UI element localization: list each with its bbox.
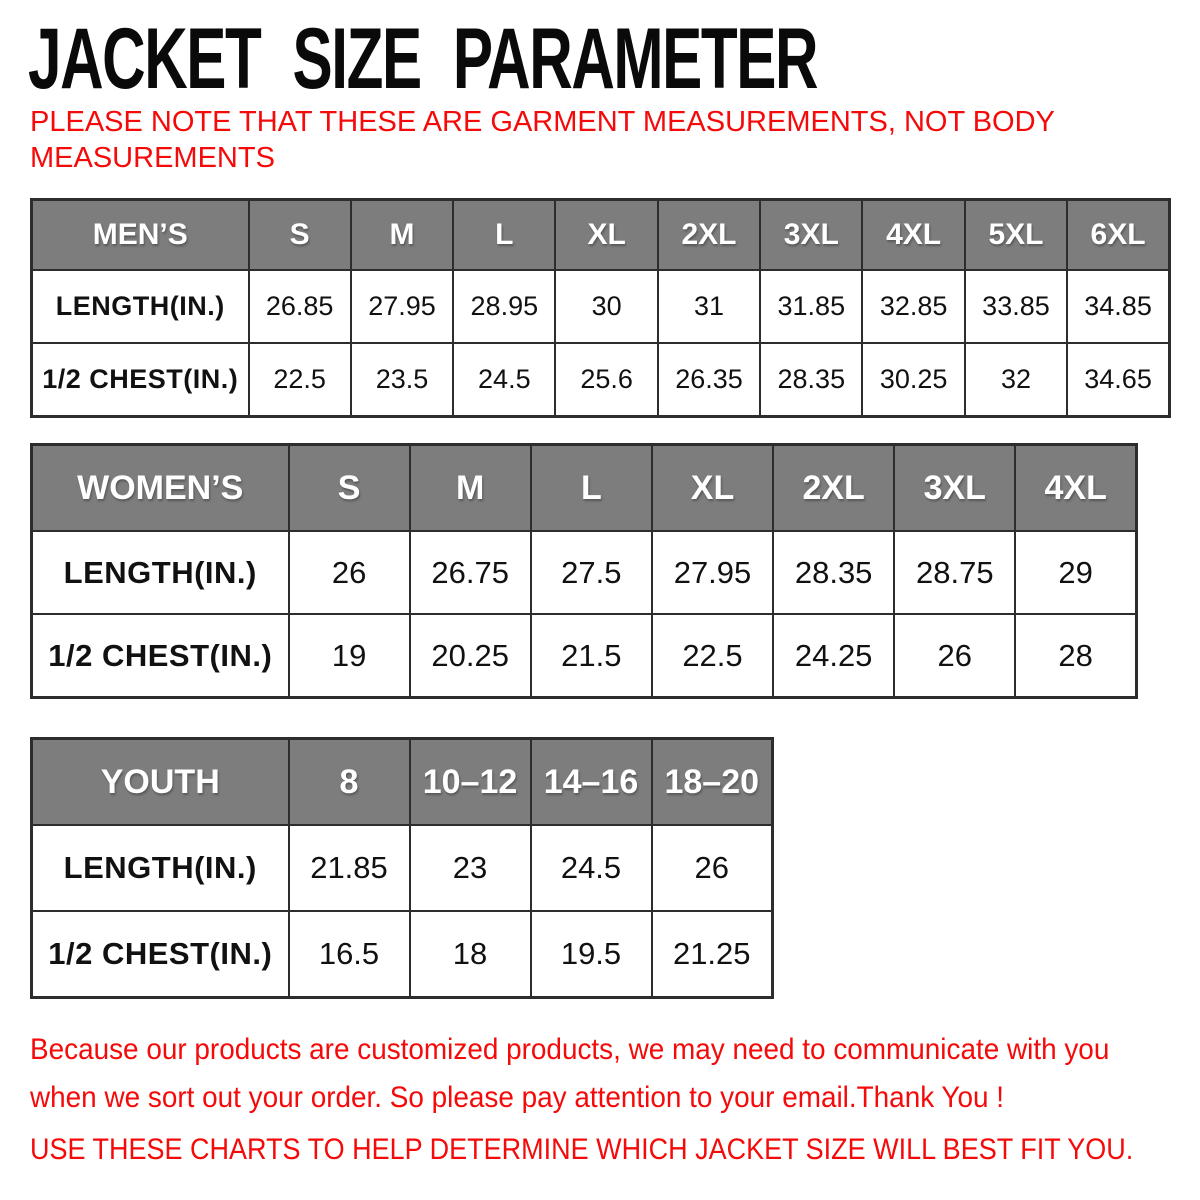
womens-group-header-cell: WOMEN’S <box>32 445 289 532</box>
womens-size-header-cell: 2XL <box>773 445 894 532</box>
size-value-cell: 26.75 <box>410 531 531 614</box>
youth-header-row <box>32 739 773 826</box>
chart-usage-note: USE THESE CHARTS TO HELP DETERMINE WHICH JACKET SIZE WILL BEST FIT YOU. <box>30 1133 1134 1166</box>
mens-size-header-cell: 6XL <box>1067 200 1169 271</box>
size-value-cell: 22.5 <box>652 614 773 698</box>
note-line-1: PLEASE NOTE THAT THESE ARE GARMENT MEASUREMENTS, NOT BODY <box>30 106 1055 138</box>
size-value-cell: 28.35 <box>773 531 894 614</box>
size-value-cell: 20.25 <box>410 614 531 698</box>
womens-size-header-cell: 4XL <box>1015 445 1136 532</box>
size-value-cell: 16.5 <box>289 911 410 998</box>
size-value-cell: 24.5 <box>531 825 652 911</box>
size-value-cell: 29 <box>1015 531 1136 614</box>
size-value-cell: 28.75 <box>894 531 1015 614</box>
mens-size-header-cell: XL <box>555 200 657 271</box>
mens-size-table <box>30 198 1171 418</box>
mens-size-header-cell: L <box>453 200 555 271</box>
mens-size-header-cell: S <box>249 200 351 271</box>
mens-size-header-cell: 5XL <box>965 200 1067 271</box>
customization-note-line-1: Because our products are customized products, we may need to communicate with you <box>30 1033 1110 1066</box>
mens-size-header-cell: 4XL <box>862 200 964 271</box>
mens-table-row <box>32 343 1170 417</box>
size-value-cell: 26.35 <box>658 343 760 417</box>
womens-size-table <box>30 443 1138 699</box>
size-value-cell: 26 <box>289 531 410 614</box>
youth-table-row <box>32 825 773 911</box>
size-value-cell: 34.85 <box>1067 270 1169 343</box>
size-value-cell: 34.65 <box>1067 343 1169 417</box>
womens-size-header-cell: XL <box>652 445 773 532</box>
mens-group-header-cell: MEN’S <box>32 200 249 271</box>
footer-notes <box>30 1026 1200 1172</box>
mens-size-header-cell: 3XL <box>760 200 862 271</box>
mens-table-row <box>32 270 1170 343</box>
size-value-cell: 22.5 <box>249 343 351 417</box>
size-value-cell: 26 <box>652 825 773 911</box>
youth-size-header-cell: 10–12 <box>410 739 531 826</box>
size-value-cell: 19.5 <box>531 911 652 998</box>
customization-note-line-2: when we sort out your order. So please pay attention to your email.Thank You ! <box>30 1081 1005 1114</box>
row-label-cell: 1/2 CHEST(IN.) <box>32 614 289 698</box>
youth-size-header-cell: 14–16 <box>531 739 652 826</box>
mens-header-row <box>32 200 1170 271</box>
size-value-cell: 28 <box>1015 614 1136 698</box>
womens-header-row <box>32 445 1137 532</box>
youth-table-row <box>32 911 773 998</box>
mens-size-header-cell: M <box>351 200 453 271</box>
size-value-cell: 28.95 <box>453 270 555 343</box>
row-label-cell: LENGTH(IN.) <box>32 531 289 614</box>
row-label-cell: 1/2 CHEST(IN.) <box>32 343 249 417</box>
size-value-cell: 26.85 <box>249 270 351 343</box>
row-label-cell: LENGTH(IN.) <box>32 825 289 911</box>
size-value-cell: 27.95 <box>652 531 773 614</box>
size-value-cell: 30.25 <box>862 343 964 417</box>
womens-table-row <box>32 614 1137 698</box>
size-value-cell: 24.25 <box>773 614 894 698</box>
garment-measurement-note <box>30 104 1055 176</box>
size-value-cell: 30 <box>555 270 657 343</box>
size-value-cell: 25.6 <box>555 343 657 417</box>
womens-size-header-cell: M <box>410 445 531 532</box>
size-value-cell: 21.25 <box>652 911 773 998</box>
page-title: JACKET SIZE PARAMETER <box>28 11 818 107</box>
size-value-cell: 21.5 <box>531 614 652 698</box>
womens-size-header-cell: 3XL <box>894 445 1015 532</box>
size-value-cell: 23.5 <box>351 343 453 417</box>
size-value-cell: 32.85 <box>862 270 964 343</box>
size-value-cell: 31.85 <box>760 270 862 343</box>
size-value-cell: 32 <box>965 343 1067 417</box>
size-value-cell: 24.5 <box>453 343 555 417</box>
size-value-cell: 18 <box>410 911 531 998</box>
note-line-2: MEASUREMENTS <box>30 142 275 174</box>
size-value-cell: 21.85 <box>289 825 410 911</box>
size-value-cell: 26 <box>894 614 1015 698</box>
size-value-cell: 23 <box>410 825 531 911</box>
size-value-cell: 27.5 <box>531 531 652 614</box>
womens-size-header-cell: S <box>289 445 410 532</box>
size-value-cell: 31 <box>658 270 760 343</box>
row-label-cell: 1/2 CHEST(IN.) <box>32 911 289 998</box>
youth-size-table <box>30 737 774 999</box>
size-value-cell: 33.85 <box>965 270 1067 343</box>
row-label-cell: LENGTH(IN.) <box>32 270 249 343</box>
womens-size-header-cell: L <box>531 445 652 532</box>
mens-size-header-cell: 2XL <box>658 200 760 271</box>
womens-table-row <box>32 531 1137 614</box>
size-value-cell: 27.95 <box>351 270 453 343</box>
youth-size-header-cell: 18–20 <box>652 739 773 826</box>
youth-size-header-cell: 8 <box>289 739 410 826</box>
youth-group-header-cell: YOUTH <box>32 739 289 826</box>
size-value-cell: 28.35 <box>760 343 862 417</box>
size-value-cell: 19 <box>289 614 410 698</box>
